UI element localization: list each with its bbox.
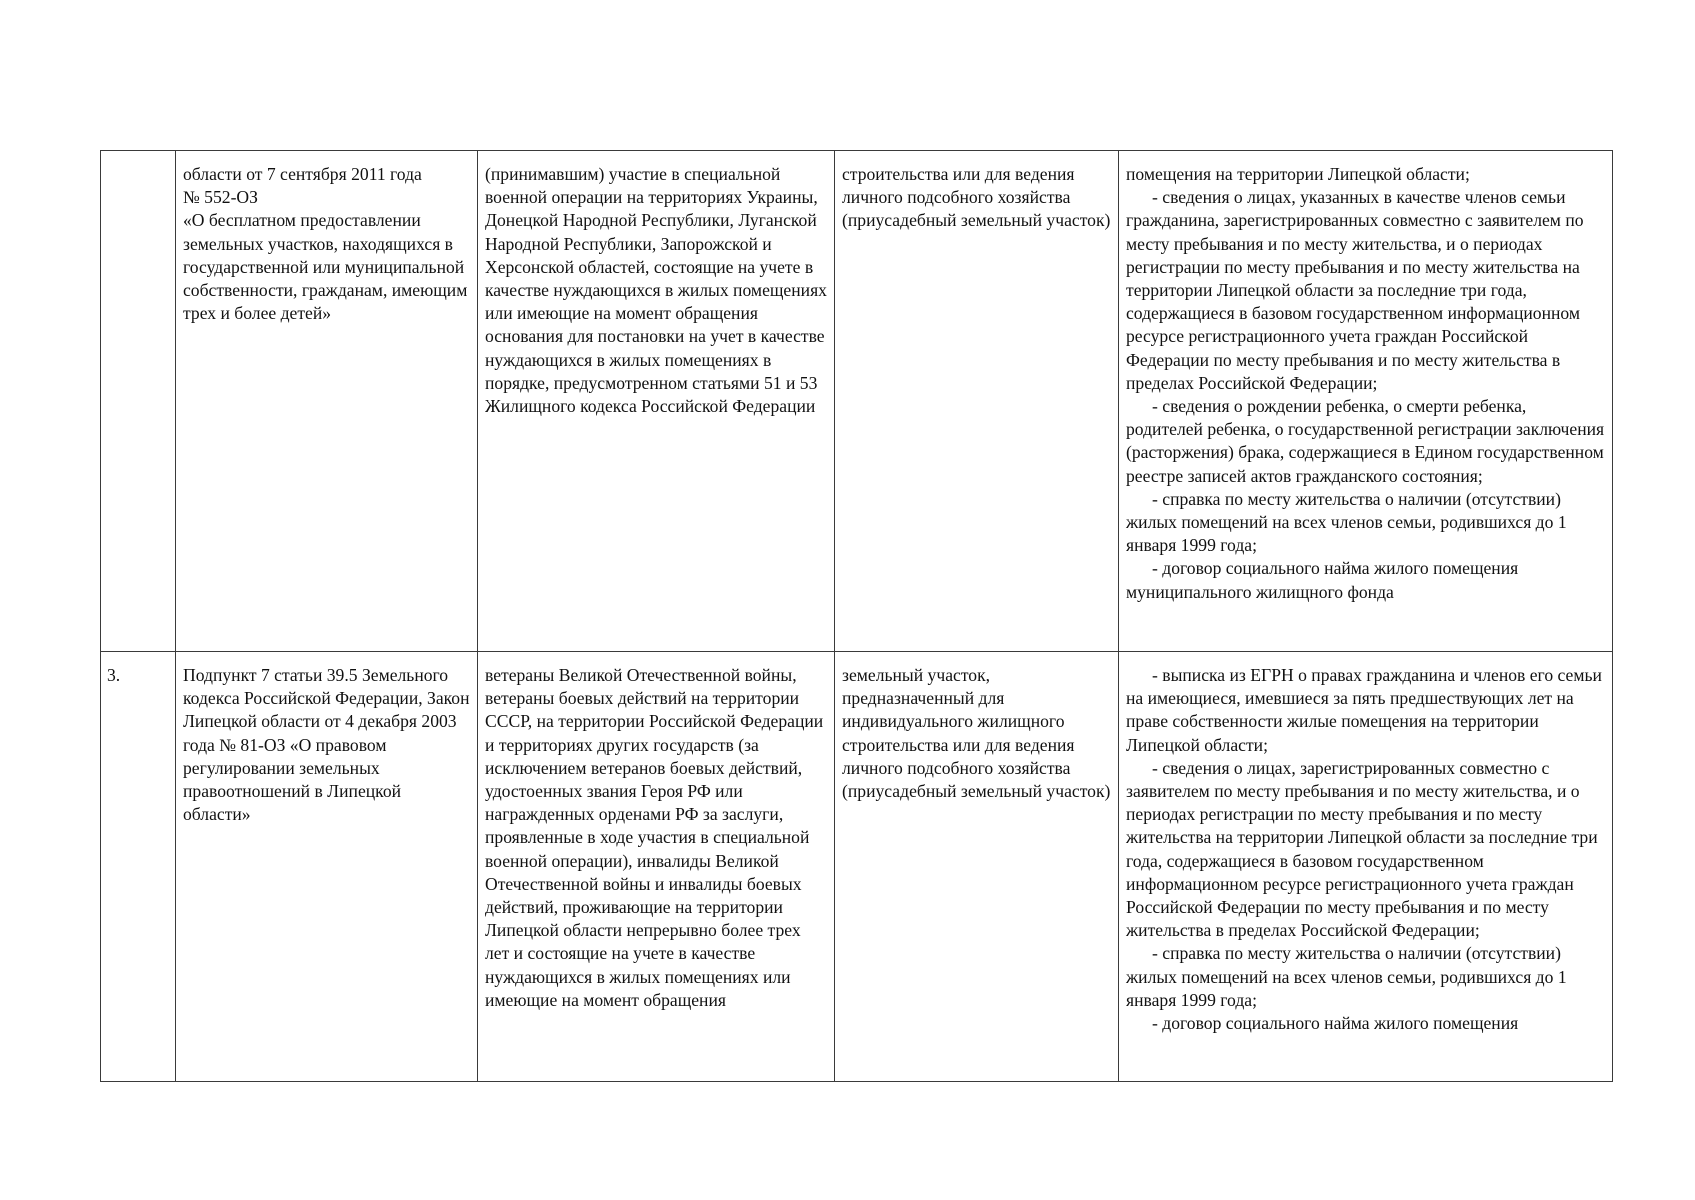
list-item: - справка по месту жительства о наличии (отсутствии) жилых помещений на всех членов семьи, родившихся до 1 января 1999 года; bbox=[1126, 943, 1567, 1010]
list-item: - договор социального найма жилого помещения муниципального жилищного фонда bbox=[1126, 558, 1519, 602]
category-cell bbox=[478, 652, 835, 1082]
legal-basis-text: Подпункт 7 статьи 39.5 Земельного кодекса Российской Федерации, Закон Липецкой области от 4 декабря 2003 года № 81-ОЗ «О правовом регулировании земельных правоотношений в Липецкой области» bbox=[183, 665, 470, 825]
list-item: - выписка из ЕГРН о правах гражданина и членов его семьи на имеющиеся, имевшиеся за пять предшествующих лет на праве собственности жилые помещения на территории Липецкой области; bbox=[1126, 665, 1602, 755]
documents-table bbox=[100, 150, 1613, 1082]
list-item: - сведения о лицах, зарегистрированных совместно с заявителем по месту пребывания и по месту жительства, и о периодах регистрации по месту пребывания и по месту жительства на территории Липецкой области за последние три года, содержащиеся в базовом государственном информационном ресурсе регистрационного учета граждан Российской Федерации по месту пребывания и по месту жительства в пределах Российской Федерации; bbox=[1126, 757, 1598, 941]
list-item: - сведения о лицах, указанных в качестве членов семьи гражданина, зарегистрированных совместно с заявителем по месту пребывания и по месту жительства, и о периодах регистрации по месту пребывания и по месту жительства на территории Липецкой области за последние три года, содержащиеся в базовом государственном информационном ресурсе регистрационного учета граждан Российской Федерации по месту пребывания и по месту жительства в пределах Российской Федерации; bbox=[1126, 187, 1584, 393]
land-type-text: земельный участок, предназначенный для индивидуального жилищного строительства или для ведения личного подсобного хозяйства (приусадебный земельный участок) bbox=[842, 665, 1111, 802]
documents-cell bbox=[1119, 151, 1613, 652]
land-type-cell bbox=[835, 652, 1119, 1082]
row-number-cell bbox=[101, 652, 176, 1082]
row-number: 3. bbox=[107, 665, 121, 685]
documents-cell bbox=[1119, 652, 1613, 1082]
list-item: - сведения о рождении ребенка, о смерти ребенка, родителей ребенка, о государственной регистрации заключения (расторжения) брака, содержащиеся в Едином государственном реестре записей актов гражданского состояния; bbox=[1126, 396, 1605, 486]
documents-list bbox=[1126, 664, 1605, 1035]
row-number-cell bbox=[101, 151, 176, 652]
list-item: - договор социального найма жилого помещения bbox=[1152, 1013, 1519, 1034]
documents-list bbox=[1126, 163, 1605, 604]
list-item: помещения на территории Липецкой области; bbox=[1126, 164, 1470, 184]
land-type-text: строительства или для ведения личного подсобного хозяйства (приусадебный земельный участок) bbox=[842, 164, 1111, 231]
list-item: - справка по месту жительства о наличии (отсутствии) жилых помещений на всех членов семьи, родившихся до 1 января 1999 года; bbox=[1126, 488, 1567, 556]
legal-basis-cell bbox=[176, 652, 478, 1082]
table-row bbox=[101, 652, 1613, 1082]
category-text: (принимавшим) участие в специальной военной операции на территориях Украины, Донецкой Народной Республики, Луганской Народной Республики, Запорожской и Херсонской областей, состоящие на учете в качестве нуждающихся в жилых помещениях или имеющие на момент обращения основания для постановки на учет в качестве нуждающихся в жилых помещениях в порядке, предусмотренном статьями 51 и 53 Жилищного кодекса Российской Федерации bbox=[485, 164, 827, 417]
legal-basis-cell bbox=[176, 151, 478, 652]
table-row bbox=[101, 151, 1613, 652]
legal-basis-text: области от 7 сентября 2011 года № 552-ОЗ «О бесплатном предоставлении земельных участков, находящихся в государственной или муниципальной собственности, гражданам, имеющим трех и более детей» bbox=[183, 164, 468, 324]
category-text: ветераны Великой Отечественной войны, ветераны боевых действий на территории СССР, на территории Российской Федерации и территориях других государств (за исключением ветеранов боевых действий, удостоенных звания Героя РФ или награжденных орденами РФ за заслуги, проявленные в ходе участия в специальной военной операции), инвалиды Великой Отечественной войны и инвалиды боевых действий, проживающие на территории Липецкой области непрерывно более трех лет и состоящие на учете в качестве нуждающихся в жилых помещениях или имеющие на момент обращения bbox=[485, 665, 824, 1010]
land-type-cell bbox=[835, 151, 1119, 652]
category-cell bbox=[478, 151, 835, 652]
